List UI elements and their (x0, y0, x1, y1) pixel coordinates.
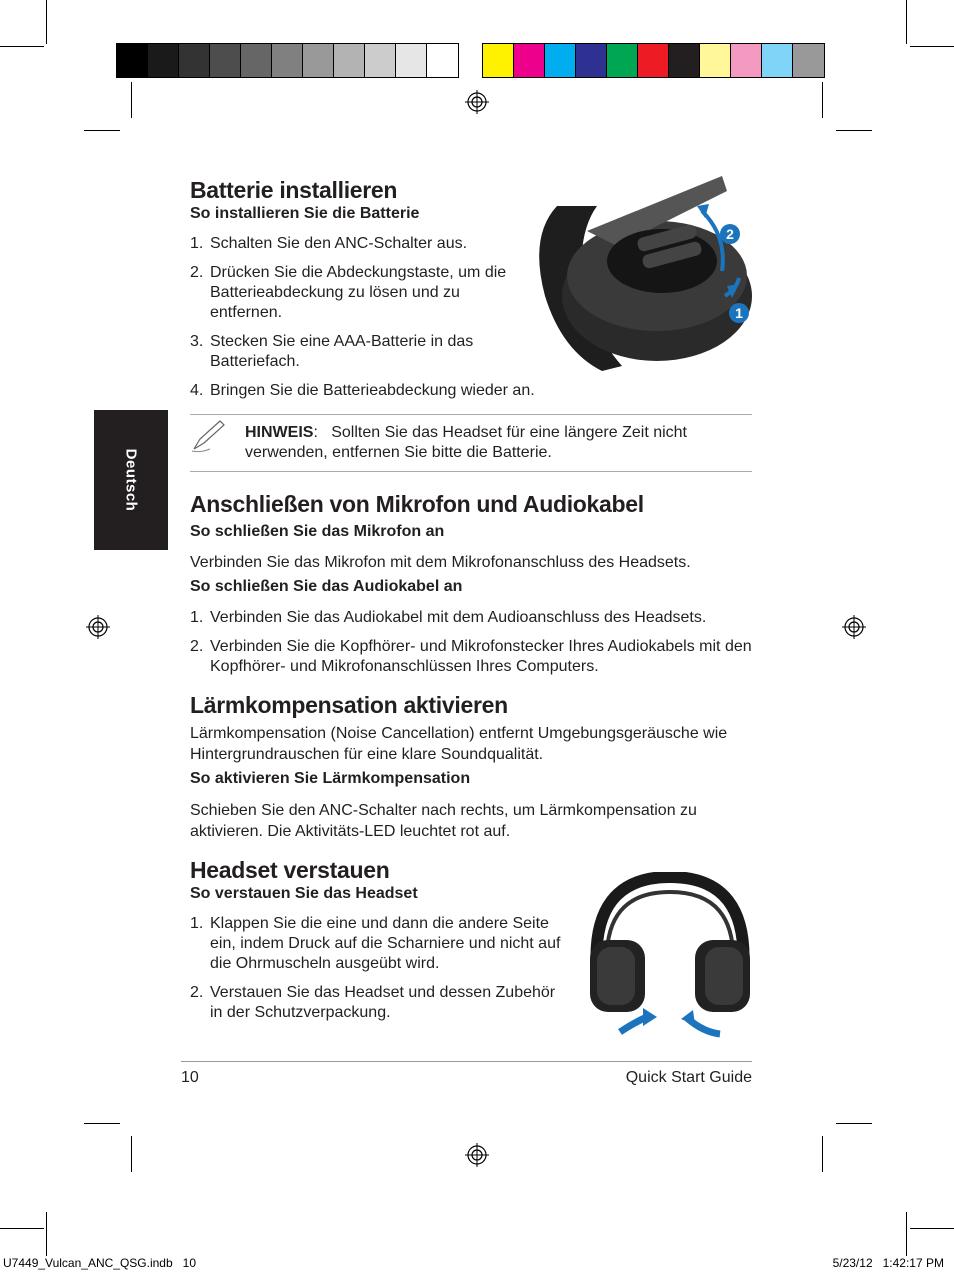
list-item: 1. Verbinden Sie das Audiokabel mit dem Audioanschluss des Headsets. (190, 609, 707, 626)
language-tab-label: Deutsch (122, 448, 140, 512)
subtitle-battery: So installieren Sie die Batterie (190, 205, 420, 222)
color-swatch (638, 44, 669, 77)
note-label: HINWEIS (245, 424, 314, 441)
gray-swatch-bar (116, 43, 459, 78)
color-swatch (483, 44, 514, 77)
crop-mark (46, 1212, 47, 1256)
anc-intro: Lärmkompensation (Noise Cancellation) entfernt Umgebungsgeräusche wie Hintergrundrauschen für eine klare Soundqualität. (190, 725, 728, 763)
crop-mark (906, 1212, 907, 1256)
color-swatch (117, 44, 148, 77)
color-swatch (303, 44, 334, 77)
color-swatch (731, 44, 762, 77)
color-swatch (514, 44, 545, 77)
color-swatch (396, 44, 427, 77)
section-title-battery: Batterie installieren (190, 177, 398, 203)
connect-steps (190, 608, 752, 677)
battery-steps (190, 234, 510, 372)
crop-mark (84, 1123, 120, 1124)
language-tab (94, 410, 168, 550)
color-swatch (334, 44, 365, 77)
registration-mark-icon (842, 615, 866, 639)
registration-mark-icon (465, 1143, 489, 1167)
color-swatch (762, 44, 793, 77)
color-swatch (576, 44, 607, 77)
list-item: 2. Verbinden Sie die Kopfhörer- und Mikrofonstecker Ihres Audiokabels mit den Kopfhörer- und Mikrofonanschlüssen Ihres Computers. (190, 638, 752, 675)
crop-mark (822, 82, 823, 118)
color-swatch (793, 44, 824, 77)
footer-rule (181, 1061, 752, 1062)
subtitle-mic: So schließen Sie das Mikrofon an (190, 523, 445, 540)
color-swatch (669, 44, 700, 77)
store-steps (190, 914, 570, 1023)
color-swatch (241, 44, 272, 77)
note-box (190, 414, 752, 472)
crop-mark (836, 1123, 872, 1124)
color-swatch (148, 44, 179, 77)
crop-mark (906, 0, 907, 44)
callout-1: 1 (735, 305, 743, 321)
crop-mark (910, 1228, 954, 1229)
battery-steps-continued (190, 381, 752, 401)
crop-mark (822, 1136, 823, 1172)
crop-mark (46, 0, 47, 44)
callout-2: 2 (726, 226, 734, 242)
section-title-connect: Anschließen von Mikrofon und Audiokabel (190, 491, 644, 517)
subtitle-store: So verstauen Sie das Headset (190, 885, 418, 902)
color-swatch (179, 44, 210, 77)
color-swatch (365, 44, 396, 77)
pen-note-icon (190, 419, 226, 453)
color-swatch (272, 44, 303, 77)
list-item: 4. Bringen Sie die Batterieabdeckung wieder an. (190, 382, 535, 399)
list-item: 1. Klappen Sie die eine und dann die andere Seite ein, indem Druck auf die Scharniere und nicht auf die Ohrmuscheln ausgeübt wird. (190, 915, 561, 972)
crop-mark (0, 46, 44, 47)
crop-mark (836, 130, 872, 131)
list-item: 2. Drücken Sie die Abdeckungstaste, um die Batterieabdeckung zu lösen und zu entfernen. (190, 264, 507, 321)
note-text: Sollten Sie das Headset für eine längere Zeit nicht verwenden, entfernen Sie bitte die Batterie. (245, 424, 687, 461)
mic-text: Verbinden Sie das Mikrofon mit dem Mikrofonanschluss des Headsets. (190, 554, 691, 571)
crop-mark (910, 46, 954, 47)
guide-title: Quick Start Guide (625, 1069, 752, 1086)
page-content (190, 170, 752, 1023)
color-swatch-bar (482, 43, 825, 78)
note-colon: : (313, 424, 332, 441)
list-item: 3. Stecken Sie eine AAA-Batterie in das Batteriefach. (190, 333, 474, 370)
crop-mark (0, 1228, 44, 1229)
section-title-anc: Lärmkompensation aktivieren (190, 692, 508, 718)
page-number: 10 (181, 1069, 199, 1086)
color-swatch (607, 44, 638, 77)
registration-mark-icon (465, 90, 489, 114)
subtitle-anc: So aktivieren Sie Lärmkompensation (190, 770, 471, 787)
subtitle-cable: So schließen Sie das Audiokabel an (190, 578, 463, 595)
crop-mark (84, 130, 120, 131)
section-title-store: Headset verstauen (190, 857, 390, 883)
color-swatch (545, 44, 576, 77)
slug-date: 5/23/12 1:42:17 PM (832, 1256, 944, 1270)
anc-text: Schieben Sie den ANC-Schalter nach rechts, um Lärmkompensation zu aktivieren. Die Aktivitäts-LED leuchtet rot auf. (190, 802, 697, 840)
list-item: 1. Schalten Sie den ANC-Schalter aus. (190, 235, 468, 252)
color-swatch (210, 44, 241, 77)
registration-mark-icon (86, 615, 110, 639)
slug-file: U7449_Vulcan_ANC_QSG.indb 10 (3, 1256, 197, 1270)
list-item: 2. Verstauen Sie das Headset und dessen Zubehör in der Schutzverpackung. (190, 984, 556, 1021)
crop-mark (131, 82, 132, 118)
color-swatch (427, 44, 458, 77)
crop-mark (131, 1136, 132, 1172)
color-swatch (700, 44, 731, 77)
